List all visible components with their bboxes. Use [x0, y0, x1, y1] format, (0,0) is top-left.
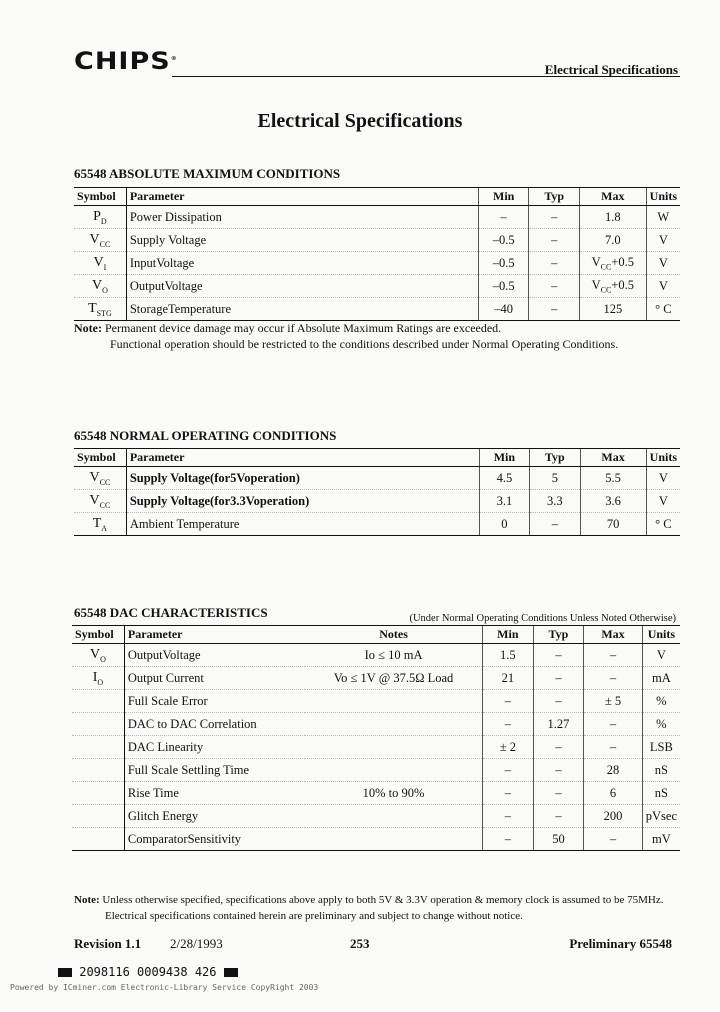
- min-cell: 21: [483, 667, 534, 690]
- min-cell: ± 2: [483, 736, 534, 759]
- col-max: Max: [584, 626, 643, 644]
- col-notes: Notes: [305, 626, 483, 644]
- footer-date: 2/28/1993: [170, 936, 223, 951]
- normal-op-table: [74, 448, 680, 536]
- typ-cell: –: [533, 736, 584, 759]
- dac-note: Note: Unless otherwise specified, specifications above apply to both 5V & 3.3V operation & memory clock is assumed to be 75MHz. Electrical specifications contained herein are preliminary and subject to change without notice.: [74, 894, 664, 922]
- typ-cell: –: [530, 513, 580, 536]
- max-cell: –: [584, 713, 643, 736]
- table-row: [72, 736, 680, 759]
- dac-conditions: (Under Normal Operating Conditions Unless Noted Otherwise): [409, 613, 676, 624]
- table-row: [74, 490, 680, 513]
- abs-max-table: [74, 187, 680, 321]
- table-row: [72, 759, 680, 782]
- table-row: [72, 713, 680, 736]
- units-cell: W: [646, 206, 680, 229]
- col-symbol: Symbol: [74, 449, 126, 467]
- col-min: Min: [478, 188, 529, 206]
- running-header: Electrical Specifications: [544, 62, 678, 77]
- units-cell: nS: [642, 782, 680, 805]
- notes-cell: [305, 828, 483, 851]
- parameter-cell: DAC to DAC Correlation: [124, 713, 305, 736]
- notes-cell: [305, 713, 483, 736]
- col-units: Units: [642, 626, 680, 644]
- max-cell: 28: [584, 759, 643, 782]
- parameter-cell: Full Scale Error: [124, 690, 305, 713]
- max-cell: ± 5: [584, 690, 643, 713]
- max-cell: –: [584, 644, 643, 667]
- table-row: [74, 275, 680, 298]
- parameter-cell: StorageTemperature: [126, 298, 478, 321]
- max-cell: 1.8: [579, 206, 646, 229]
- col-typ: Typ: [529, 188, 580, 206]
- min-cell: –: [483, 782, 534, 805]
- parameter-cell: ComparatorSensitivity: [124, 828, 305, 851]
- units-cell: V: [646, 467, 680, 490]
- min-cell: –40: [478, 298, 529, 321]
- units-cell: V: [646, 275, 680, 298]
- symbol-cell: [72, 713, 124, 736]
- footer-status: Preliminary 65548: [569, 936, 672, 951]
- symbol-cell: $V_{CC}$: [74, 467, 126, 490]
- col-parameter: Parameter: [124, 626, 305, 644]
- dac-table: [72, 625, 680, 851]
- typ-cell: –: [529, 298, 580, 321]
- units-cell: V: [646, 229, 680, 252]
- table-header-row: [74, 449, 680, 467]
- min-cell: 0: [479, 513, 529, 536]
- units-cell: pVsec: [642, 805, 680, 828]
- barcode-line: 2098116 0009438 426: [58, 965, 238, 979]
- table-row: [74, 513, 680, 536]
- min-cell: –0.5: [478, 275, 529, 298]
- max-cell: $V_{CC}+0.5$: [579, 252, 646, 275]
- typ-cell: –: [529, 275, 580, 298]
- col-typ: Typ: [530, 449, 580, 467]
- symbol-cell: [72, 782, 124, 805]
- symbol-cell: $V_I$: [74, 252, 126, 275]
- table-row: [74, 467, 680, 490]
- table-row: [72, 690, 680, 713]
- table-row: [72, 644, 680, 667]
- min-cell: –: [483, 805, 534, 828]
- units-cell: ° C: [646, 513, 680, 536]
- min-cell: –: [483, 690, 534, 713]
- units-cell: V: [646, 252, 680, 275]
- min-cell: –: [483, 713, 534, 736]
- parameter-cell: Supply Voltage: [126, 229, 478, 252]
- notes-cell: [305, 690, 483, 713]
- typ-cell: –: [533, 759, 584, 782]
- units-cell: V: [642, 644, 680, 667]
- symbol-cell: $V_{CC}$: [74, 229, 126, 252]
- notes-cell: [305, 736, 483, 759]
- parameter-cell: OutputVoltage: [124, 644, 305, 667]
- col-symbol: Symbol: [72, 626, 124, 644]
- table-header-row: [72, 626, 680, 644]
- min-cell: 3.1: [479, 490, 529, 513]
- max-cell: 6: [584, 782, 643, 805]
- typ-cell: –: [529, 229, 580, 252]
- parameter-cell: Power Dissipation: [126, 206, 478, 229]
- max-cell: –: [584, 667, 643, 690]
- max-cell: –: [584, 828, 643, 851]
- dac-title: 65548 DAC CHARACTERISTICS: [74, 605, 268, 620]
- table-row: [74, 206, 680, 229]
- symbol-cell: $V_{CC}$: [74, 490, 126, 513]
- symbol-cell: [72, 690, 124, 713]
- abs-max-note: Note: Permanent device damage may occur if Absolute Maximum Ratings are exceeded. Functional operation should be restricted to the conditions described under Normal Operating Conditions.: [74, 321, 619, 351]
- table-header-row: [74, 188, 680, 206]
- table-row: [74, 229, 680, 252]
- min-cell: –: [478, 206, 529, 229]
- parameter-cell: Rise Time: [124, 782, 305, 805]
- symbol-cell: [72, 759, 124, 782]
- parameter-cell: Full Scale Settling Time: [124, 759, 305, 782]
- max-cell: 200: [584, 805, 643, 828]
- watermark: Powered by ICminer.com Electronic-Library Service CopyRight 2003: [10, 983, 319, 992]
- chips-logo: CHIPS®: [74, 47, 178, 76]
- units-cell: %: [642, 690, 680, 713]
- table-row: [72, 667, 680, 690]
- barcode-block-icon: [224, 968, 238, 977]
- typ-cell: –: [533, 805, 584, 828]
- col-min: Min: [479, 449, 529, 467]
- footer-revision: Revision 1.1: [74, 936, 142, 951]
- page-title: Electrical Specifications: [257, 110, 463, 132]
- table-row: [74, 298, 680, 321]
- units-cell: mA: [642, 667, 680, 690]
- col-max: Max: [580, 449, 646, 467]
- parameter-cell: OutputVoltage: [126, 275, 478, 298]
- typ-cell: –: [533, 782, 584, 805]
- typ-cell: 5: [530, 467, 580, 490]
- symbol-cell: [72, 736, 124, 759]
- table-row: [74, 252, 680, 275]
- min-cell: 4.5: [479, 467, 529, 490]
- col-symbol: Symbol: [74, 188, 126, 206]
- units-cell: %: [642, 713, 680, 736]
- max-cell: 5.5: [580, 467, 646, 490]
- notes-cell: Io ≤ 10 mA: [305, 644, 483, 667]
- page-number: 253: [350, 936, 370, 951]
- col-parameter: Parameter: [126, 188, 478, 206]
- parameter-cell: Supply Voltage(for3.3Voperation): [126, 490, 479, 513]
- abs-max-title: 65548 ABSOLUTE MAXIMUM CONDITIONS: [74, 166, 341, 181]
- min-cell: 1.5: [483, 644, 534, 667]
- units-cell: V: [646, 490, 680, 513]
- notes-cell: [305, 759, 483, 782]
- typ-cell: –: [533, 644, 584, 667]
- min-cell: –0.5: [478, 229, 529, 252]
- max-cell: 125: [579, 298, 646, 321]
- col-units: Units: [646, 449, 680, 467]
- typ-cell: 3.3: [530, 490, 580, 513]
- symbol-cell: [72, 828, 124, 851]
- symbol-cell: $I_O$: [72, 667, 124, 690]
- max-cell: 7.0: [579, 229, 646, 252]
- typ-cell: –: [529, 206, 580, 229]
- col-parameter: Parameter: [126, 449, 479, 467]
- col-typ: Typ: [533, 626, 584, 644]
- col-min: Min: [483, 626, 534, 644]
- barcode-block-icon: [58, 968, 72, 977]
- notes-cell: 10% to 90%: [305, 782, 483, 805]
- symbol-cell: $V_O$: [72, 644, 124, 667]
- units-cell: LSB: [642, 736, 680, 759]
- parameter-cell: Ambient Temperature: [126, 513, 479, 536]
- typ-cell: 50: [533, 828, 584, 851]
- typ-cell: –: [533, 667, 584, 690]
- max-cell: 70: [580, 513, 646, 536]
- units-cell: ° C: [646, 298, 680, 321]
- col-max: Max: [579, 188, 646, 206]
- min-cell: –0.5: [478, 252, 529, 275]
- parameter-cell: DAC Linearity: [124, 736, 305, 759]
- parameter-cell: Glitch Energy: [124, 805, 305, 828]
- table-row: [72, 782, 680, 805]
- parameter-cell: Output Current: [124, 667, 305, 690]
- typ-cell: –: [529, 252, 580, 275]
- max-cell: –: [584, 736, 643, 759]
- parameter-cell: InputVoltage: [126, 252, 478, 275]
- units-cell: mV: [642, 828, 680, 851]
- symbol-cell: $P_D$: [74, 206, 126, 229]
- notes-cell: Vo ≤ 1V @ 37.5Ω Load: [305, 667, 483, 690]
- table-row: [72, 805, 680, 828]
- typ-cell: –: [533, 690, 584, 713]
- normal-op-title: 65548 NORMAL OPERATING CONDITIONS: [74, 428, 337, 443]
- notes-cell: [305, 805, 483, 828]
- symbol-cell: [72, 805, 124, 828]
- col-units: Units: [646, 188, 680, 206]
- symbol-cell: $T_A$: [74, 513, 126, 536]
- table-row: [72, 828, 680, 851]
- units-cell: nS: [642, 759, 680, 782]
- min-cell: –: [483, 828, 534, 851]
- max-cell: 3.6: [580, 490, 646, 513]
- min-cell: –: [483, 759, 534, 782]
- symbol-cell: $T_{STG}$: [74, 298, 126, 321]
- max-cell: $V_{CC}+0.5$: [579, 275, 646, 298]
- symbol-cell: $V_O$: [74, 275, 126, 298]
- parameter-cell: Supply Voltage(for5Voperation): [126, 467, 479, 490]
- typ-cell: 1.27: [533, 713, 584, 736]
